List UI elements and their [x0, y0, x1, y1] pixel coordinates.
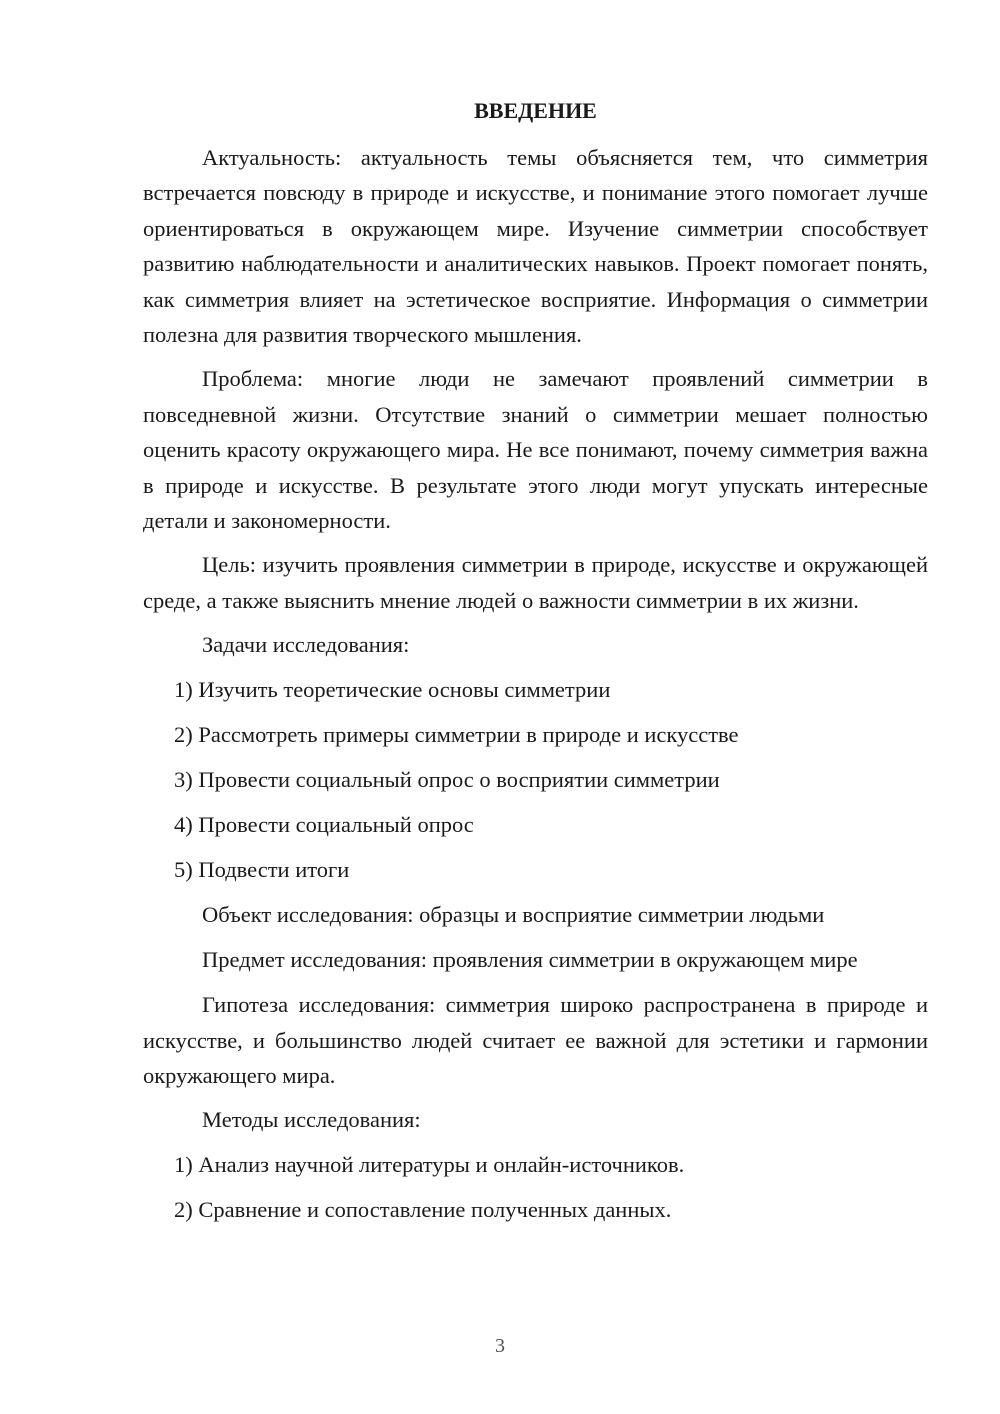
- task-item: 2) Рассмотреть примеры симметрии в природе и искусстве: [174, 722, 739, 748]
- methods-heading: Методы исследования:: [202, 1107, 421, 1133]
- task-item: 3) Провести социальный опрос о восприятии симметрии: [174, 767, 720, 793]
- goal-paragraph: Цель: изучить проявления симметрии в природе, искусстве и окружающей среде, а также выяснить мнение людей о важности симметрии в их жизни.: [143, 552, 928, 613]
- task-item: 4) Провести социальный опрос: [174, 812, 474, 838]
- problem-paragraph: Проблема: многие люди не замечают проявлений симметрии в повседневной жизни. Отсутствие знаний о симметрии мешает полностью оценить красоту окружающего мира. Не все понимают, почему симметрия важна в природе и искусстве. В результате этого люди могут упускать интересные детали и закономерности.: [143, 366, 928, 534]
- page-number: 3: [495, 1335, 505, 1357]
- relevance-paragraph: Актуальность: актуальность темы объясняется тем, что симметрия встречается повсюду в природе и искусстве, и понимание этого помогает лучше ориентироваться в окружающем мире. Изучение симметрии способствует развитию наблюдательности и аналитических навыков. Проект помогает понять, как симметрия влияет на эстетическое восприятие. Информация о симметрии полезна для развития творческого мышления.: [143, 145, 928, 348]
- task-item: 1) Изучить теоретические основы симметрии: [174, 677, 611, 703]
- method-item: 2) Сравнение и сопоставление полученных данных.: [174, 1197, 672, 1223]
- tasks-heading: Задачи исследования:: [202, 632, 410, 658]
- research-object: Объект исследования: образцы и восприятие симметрии людьми: [202, 902, 825, 928]
- document-page: [143, 96, 928, 1237]
- section-title: ВВЕДЕНИЕ: [474, 98, 597, 123]
- method-item: 1) Анализ научной литературы и онлайн-источников.: [174, 1152, 685, 1178]
- research-subject: Предмет исследования: проявления симметрии в окружающем мире: [202, 947, 858, 973]
- task-item: 5) Подвести итоги: [174, 857, 350, 883]
- hypothesis-paragraph: Гипотеза исследования: симметрия широко распространена в природе и искусстве, и большинство людей считает ее важной для эстетики и гармонии окружающего мира.: [143, 992, 928, 1088]
